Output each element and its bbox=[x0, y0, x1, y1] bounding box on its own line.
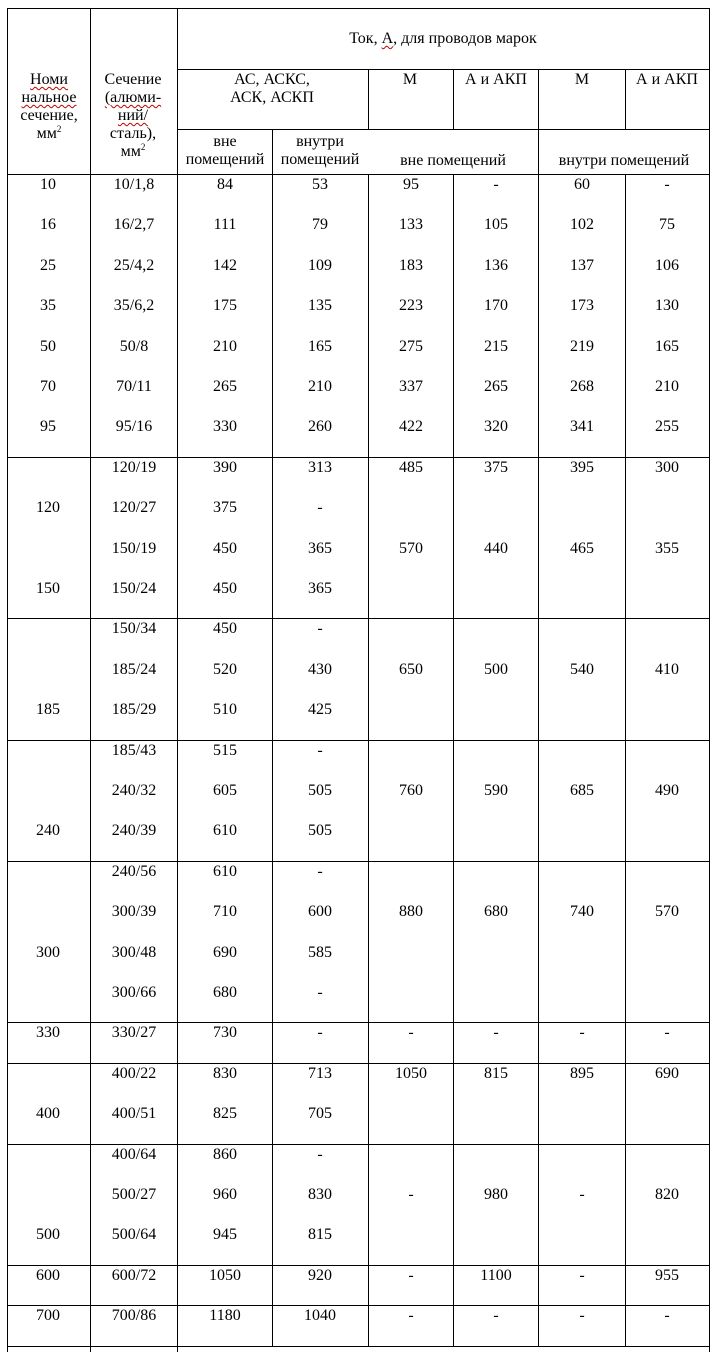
cell-section: 240/39 bbox=[111, 822, 157, 840]
border-left bbox=[7, 8, 8, 1352]
cell-ac-in: 365 bbox=[308, 539, 332, 557]
cell-ac-out: 680 bbox=[213, 984, 237, 1001]
cell-nominal: 700 bbox=[36, 1307, 60, 1325]
cell-ac-out: 1180 bbox=[209, 1307, 241, 1325]
cell-nominal: 240 bbox=[36, 822, 60, 840]
cell-section: 185/29 bbox=[111, 701, 157, 719]
cell-m-out: 485 bbox=[399, 458, 423, 476]
cell-a-out: 1100 bbox=[480, 1266, 512, 1284]
group-column-divider bbox=[625, 1305, 626, 1346]
group-column-divider bbox=[272, 1305, 273, 1346]
cell-a-out: - bbox=[493, 1307, 499, 1325]
cell-a-out: 680 bbox=[484, 903, 508, 921]
cell-section: 70/11 bbox=[116, 378, 152, 395]
cell-ac-out: 450 bbox=[213, 580, 237, 597]
cell-m-out: 95 bbox=[403, 176, 419, 193]
cell-ac-in: - bbox=[317, 1024, 323, 1042]
group-column-divider bbox=[368, 1144, 369, 1266]
header-nominal bbox=[20, 71, 77, 143]
group-column-divider bbox=[453, 861, 454, 1024]
cell-a-out: 215 bbox=[484, 337, 508, 355]
header-nominal-line2: нальное bbox=[21, 89, 77, 106]
border-c2 bbox=[177, 8, 178, 1352]
cell-ac-out: 265 bbox=[213, 378, 237, 395]
cell-ac-in: 505 bbox=[308, 822, 332, 840]
group-column-divider bbox=[625, 618, 626, 740]
cell-section: 10/1,8 bbox=[113, 176, 155, 193]
cell-a-in: 130 bbox=[655, 297, 679, 315]
cell-ac-in: 815 bbox=[308, 1226, 332, 1244]
cell-section: 120/19 bbox=[111, 458, 157, 476]
cell-ac-out: 450 bbox=[213, 620, 237, 638]
header-ac-line1: АС, АСКС, bbox=[234, 71, 310, 88]
header-a-out: А и АКП bbox=[465, 71, 527, 88]
group-column-divider bbox=[538, 1022, 539, 1063]
cell-section: 50/8 bbox=[119, 337, 149, 355]
group-column-divider bbox=[368, 861, 369, 1024]
cell-a-out: 170 bbox=[484, 297, 508, 315]
cell-nominal: 50 bbox=[40, 337, 56, 355]
cell-m-in: - bbox=[579, 1266, 585, 1284]
cell-m-in: 395 bbox=[570, 458, 594, 476]
cell-a-in: - bbox=[664, 1024, 670, 1042]
cell-ac-out: 690 bbox=[213, 943, 237, 961]
cell-nominal: 10 bbox=[40, 176, 56, 193]
cell-a-in: 255 bbox=[655, 418, 679, 436]
group-column-divider bbox=[625, 1022, 626, 1063]
header-m-in: М bbox=[574, 71, 590, 88]
group-column-divider bbox=[538, 1144, 539, 1266]
unit-exponent: 2 bbox=[140, 142, 146, 152]
cell-ac-out: 860 bbox=[213, 1145, 237, 1163]
cell-a-in: 106 bbox=[655, 256, 679, 274]
cell-ac-out: 825 bbox=[213, 1105, 237, 1123]
cell-ac-in: - bbox=[317, 984, 323, 1001]
cell-m-in: 219 bbox=[570, 337, 594, 355]
header-section-line4: сталь), bbox=[109, 125, 157, 142]
header-ac-outside-line1: вне bbox=[213, 133, 237, 150]
cell-ac-in: 365 bbox=[308, 580, 332, 597]
cell-section: 300/66 bbox=[111, 984, 157, 1001]
header-ac-outside bbox=[186, 133, 265, 169]
cell-m-in: - bbox=[579, 1307, 585, 1325]
cell-ac-out: 142 bbox=[213, 256, 237, 274]
group-column-divider bbox=[538, 1305, 539, 1346]
border-c6-header bbox=[538, 69, 539, 175]
cell-m-out: - bbox=[408, 1024, 414, 1042]
border-c1 bbox=[90, 8, 91, 1352]
border-c5-header bbox=[453, 69, 454, 130]
cell-m-out: 275 bbox=[399, 337, 423, 355]
cell-a-out: 105 bbox=[484, 216, 508, 234]
cell-section: 240/56 bbox=[111, 862, 157, 880]
cell-a-in: 410 bbox=[655, 660, 679, 678]
group-column-divider bbox=[625, 457, 626, 620]
cell-ac-out: 945 bbox=[213, 1226, 237, 1244]
cell-m-in: 268 bbox=[570, 378, 594, 395]
title-a: А bbox=[381, 30, 394, 47]
cell-ac-in: - bbox=[317, 620, 323, 638]
group-column-divider bbox=[453, 618, 454, 740]
border-c7-header bbox=[625, 69, 626, 130]
title-suffix: , для проводов марок bbox=[393, 30, 537, 47]
group-column-divider bbox=[272, 1265, 273, 1306]
cell-m-out: 650 bbox=[399, 660, 423, 678]
cell-ac-in: 313 bbox=[308, 458, 332, 476]
cell-ac-in: - bbox=[317, 1145, 323, 1163]
cell-ac-out: 610 bbox=[213, 822, 237, 840]
cell-ac-in: 210 bbox=[308, 378, 332, 395]
group-column-divider bbox=[453, 1144, 454, 1266]
cell-a-in: 690 bbox=[655, 1064, 679, 1082]
cell-m-out: 133 bbox=[399, 216, 423, 234]
cell-ac-out: 515 bbox=[213, 741, 237, 759]
group-column-divider bbox=[538, 740, 539, 862]
cell-a-in: 955 bbox=[655, 1266, 679, 1284]
cell-nominal: 185 bbox=[36, 701, 60, 719]
cell-ac-out: 390 bbox=[213, 458, 237, 476]
cell-m-in: 540 bbox=[570, 660, 594, 678]
cell-m-in: 895 bbox=[570, 1064, 594, 1082]
cell-section: 35/6,2 bbox=[113, 297, 155, 315]
cell-nominal: 95 bbox=[40, 418, 56, 436]
group-column-divider bbox=[625, 740, 626, 862]
group-column-divider bbox=[368, 457, 369, 620]
header-inside-group: внутри помещений bbox=[558, 152, 690, 169]
cell-section: 185/43 bbox=[111, 741, 157, 759]
header-section-unit bbox=[105, 143, 162, 161]
cell-a-in: - bbox=[664, 176, 670, 193]
group-column-divider bbox=[272, 1022, 273, 1063]
cell-m-in: 60 bbox=[574, 176, 590, 193]
group-column-divider bbox=[538, 1265, 539, 1306]
header-section-line1: Сечение bbox=[104, 71, 162, 88]
cell-a-out: 136 bbox=[484, 256, 508, 274]
cell-a-in: - bbox=[664, 1307, 670, 1325]
cell-ac-in: 79 bbox=[312, 216, 328, 234]
cell-ac-out: 520 bbox=[213, 660, 237, 678]
cell-ac-out: 375 bbox=[213, 499, 237, 517]
cell-nominal: 35 bbox=[40, 297, 56, 315]
cell-nominal: 70 bbox=[40, 378, 56, 395]
cell-section: 300/48 bbox=[111, 943, 157, 961]
cell-ac-out: 111 bbox=[213, 216, 237, 234]
cell-section: 150/19 bbox=[111, 539, 157, 557]
group-column-divider bbox=[453, 457, 454, 620]
cell-section: 330/27 bbox=[111, 1024, 157, 1042]
group-column-divider bbox=[538, 174, 539, 458]
cell-ac-out: 175 bbox=[213, 297, 237, 315]
header-ac-inside-line2: помещений bbox=[280, 151, 360, 168]
cell-nominal: 400 bbox=[36, 1105, 60, 1123]
cell-ac-in: 830 bbox=[308, 1186, 332, 1203]
cell-a-out: 265 bbox=[484, 378, 508, 395]
cell-section: 150/24 bbox=[111, 580, 157, 597]
cell-nominal: 150 bbox=[36, 580, 60, 597]
cell-a-out: 980 bbox=[484, 1186, 508, 1203]
group-column-divider bbox=[368, 618, 369, 740]
cell-a-in: 300 bbox=[655, 458, 679, 476]
cell-m-out: - bbox=[408, 1186, 414, 1203]
cell-m-out: 223 bbox=[399, 297, 423, 315]
cell-nominal: 16 bbox=[40, 216, 56, 234]
cell-nominal: 600 bbox=[36, 1266, 60, 1284]
group-column-divider bbox=[272, 618, 273, 740]
cell-section: 240/32 bbox=[111, 782, 157, 799]
group-column-divider bbox=[272, 1144, 273, 1266]
cell-ac-in: 53 bbox=[312, 176, 328, 193]
cell-section: 400/22 bbox=[111, 1064, 157, 1082]
cell-m-in: 465 bbox=[570, 539, 594, 557]
header-a-in: А и АКП bbox=[636, 71, 698, 88]
header-section bbox=[105, 71, 162, 161]
cell-ac-out: 210 bbox=[213, 337, 237, 355]
cell-m-in: 685 bbox=[570, 782, 594, 799]
group-column-divider bbox=[272, 1063, 273, 1145]
cell-section: 500/64 bbox=[111, 1226, 157, 1244]
cell-m-out: 880 bbox=[399, 903, 423, 921]
group-column-divider bbox=[453, 1022, 454, 1063]
cell-m-in: - bbox=[579, 1024, 585, 1042]
title-prefix: Ток, bbox=[349, 30, 382, 47]
group-column-divider bbox=[538, 1063, 539, 1145]
group-column-divider bbox=[453, 174, 454, 458]
cell-ac-in: 425 bbox=[308, 701, 332, 719]
group-column-divider bbox=[453, 1265, 454, 1306]
group-column-divider bbox=[272, 861, 273, 1024]
header-divider-1 bbox=[177, 69, 710, 70]
cell-a-out: 440 bbox=[484, 539, 508, 557]
cell-nominal: 330 bbox=[36, 1024, 60, 1042]
cell-ac-out: 510 bbox=[213, 701, 237, 719]
cell-a-in: 570 bbox=[655, 903, 679, 921]
group-column-divider bbox=[368, 1305, 369, 1346]
cell-section: 400/64 bbox=[111, 1145, 157, 1163]
border-c3-header bbox=[272, 129, 273, 175]
cell-section: 400/51 bbox=[111, 1105, 157, 1123]
cell-ac-in: 585 bbox=[308, 943, 332, 961]
cell-m-in: - bbox=[579, 1186, 585, 1203]
cell-a-in: 820 bbox=[655, 1186, 679, 1203]
header-ac bbox=[230, 71, 314, 107]
cell-ac-out: 605 bbox=[213, 782, 237, 799]
table-top-border bbox=[7, 8, 710, 9]
header-nominal-line1: Номи bbox=[30, 71, 68, 88]
group-column-divider bbox=[368, 1022, 369, 1063]
group-column-divider bbox=[453, 1305, 454, 1346]
group-column-divider bbox=[453, 740, 454, 862]
cell-a-out: - bbox=[493, 1024, 499, 1042]
cell-section: 25/4,2 bbox=[113, 256, 155, 274]
cell-ac-out: 730 bbox=[213, 1024, 237, 1042]
group-column-divider bbox=[625, 1265, 626, 1306]
header-ac-line2: АСК, АСКП bbox=[230, 89, 314, 106]
cell-ac-in: - bbox=[317, 862, 323, 880]
cell-a-out: 320 bbox=[484, 418, 508, 436]
cell-section: 500/27 bbox=[111, 1186, 157, 1203]
cell-a-out: 375 bbox=[484, 458, 508, 476]
header-ac-outside-line2: помещений bbox=[185, 151, 265, 168]
cell-m-out: 337 bbox=[399, 378, 423, 395]
unit-text: мм bbox=[120, 143, 141, 160]
cell-nominal: 300 bbox=[36, 943, 60, 961]
cell-ac-in: 135 bbox=[308, 297, 332, 315]
cell-a-in: 210 bbox=[655, 378, 679, 395]
cell-ac-in: 920 bbox=[308, 1266, 332, 1284]
cell-a-in: 165 bbox=[655, 337, 679, 355]
cell-ac-in: 260 bbox=[308, 418, 332, 436]
cell-m-out: 1050 bbox=[395, 1064, 427, 1082]
cell-ac-in: 505 bbox=[308, 782, 332, 799]
cell-a-out: 815 bbox=[484, 1064, 508, 1082]
header-current-title bbox=[349, 30, 537, 48]
header-section-line2: (алюми- bbox=[104, 89, 162, 106]
cell-ac-in: - bbox=[317, 741, 323, 759]
header-section-line3: ний/ bbox=[117, 107, 149, 124]
group-column-divider bbox=[368, 740, 369, 862]
cell-section: 185/24 bbox=[111, 660, 157, 678]
cell-section: 95/16 bbox=[115, 418, 153, 436]
group-column-divider bbox=[453, 1063, 454, 1145]
border-c4-header bbox=[368, 69, 369, 130]
cell-nominal: 25 bbox=[40, 256, 56, 274]
group-column-divider bbox=[538, 861, 539, 1024]
cell-nominal: 120 bbox=[36, 499, 60, 517]
header-nominal-unit bbox=[20, 125, 77, 143]
cell-ac-in: 705 bbox=[308, 1105, 332, 1123]
group-column-divider bbox=[272, 174, 273, 458]
group-column-divider bbox=[625, 174, 626, 458]
cell-ac-out: 710 bbox=[213, 903, 237, 921]
cell-m-out: - bbox=[408, 1266, 414, 1284]
header-m-out: М bbox=[402, 71, 418, 88]
cell-a-in: 490 bbox=[655, 782, 679, 799]
cell-m-out: 422 bbox=[399, 418, 423, 436]
cell-ac-in: 109 bbox=[308, 256, 332, 274]
cell-m-in: 173 bbox=[570, 297, 594, 315]
cell-m-in: 102 bbox=[570, 216, 594, 234]
cell-a-out: - bbox=[493, 176, 499, 193]
cell-m-out: 570 bbox=[399, 539, 423, 557]
group-separator bbox=[7, 1305, 710, 1306]
group-column-divider bbox=[272, 740, 273, 862]
cell-a-out: 590 bbox=[484, 782, 508, 799]
cell-ac-out: 84 bbox=[217, 176, 233, 193]
unit-text: мм bbox=[36, 125, 57, 142]
group-separator bbox=[7, 618, 710, 619]
cell-section: 600/72 bbox=[111, 1266, 157, 1284]
unit-exponent: 2 bbox=[56, 124, 62, 134]
header-bottom-border bbox=[7, 174, 710, 175]
cell-m-out: 183 bbox=[399, 256, 423, 274]
group-column-divider bbox=[538, 618, 539, 740]
cell-section: 700/86 bbox=[111, 1307, 157, 1325]
cell-ac-out: 960 bbox=[213, 1186, 237, 1203]
cell-m-in: 341 bbox=[570, 418, 594, 436]
cell-m-in: 137 bbox=[570, 256, 594, 274]
cell-a-in: 355 bbox=[655, 539, 679, 557]
cell-ac-in: 430 bbox=[308, 660, 332, 678]
group-separator bbox=[7, 1022, 710, 1023]
cell-ac-in: 1040 bbox=[304, 1307, 336, 1325]
cell-ac-out: 1050 bbox=[209, 1266, 241, 1284]
group-separator bbox=[7, 1346, 710, 1347]
cell-ac-in: 713 bbox=[308, 1064, 332, 1082]
cell-ac-out: 830 bbox=[213, 1064, 237, 1082]
border-right bbox=[709, 8, 710, 1352]
group-column-divider bbox=[368, 1265, 369, 1306]
group-column-divider bbox=[625, 861, 626, 1024]
group-column-divider bbox=[625, 1144, 626, 1266]
header-nominal-line3: сечение, bbox=[20, 107, 78, 124]
cell-m-out: - bbox=[408, 1307, 414, 1325]
cell-m-in: 740 bbox=[570, 903, 594, 921]
cell-a-in: 75 bbox=[659, 216, 675, 234]
header-divider-2 bbox=[177, 129, 710, 130]
group-column-divider bbox=[272, 457, 273, 620]
cell-m-out: 760 bbox=[399, 782, 423, 799]
cell-section: 16/2,7 bbox=[113, 216, 155, 234]
cell-ac-in: 600 bbox=[308, 903, 332, 921]
header-outside-group: вне помещений bbox=[400, 152, 506, 169]
cell-ac-in: - bbox=[317, 499, 323, 517]
cell-section: 120/27 bbox=[111, 499, 157, 517]
cell-section: 300/39 bbox=[111, 903, 157, 921]
cell-ac-out: 610 bbox=[213, 862, 237, 880]
cell-ac-out: 450 bbox=[213, 539, 237, 557]
group-column-divider bbox=[368, 1063, 369, 1145]
group-column-divider bbox=[538, 457, 539, 620]
cell-ac-out: 330 bbox=[213, 418, 237, 436]
group-column-divider bbox=[625, 1063, 626, 1145]
cell-a-out: 500 bbox=[484, 660, 508, 678]
header-ac-inside-line1: внутри bbox=[296, 133, 344, 150]
cell-ac-in: 165 bbox=[308, 337, 332, 355]
group-column-divider bbox=[368, 174, 369, 458]
header-ac-inside bbox=[281, 133, 360, 169]
cell-nominal: 500 bbox=[36, 1226, 60, 1244]
cell-section: 150/34 bbox=[111, 620, 157, 638]
